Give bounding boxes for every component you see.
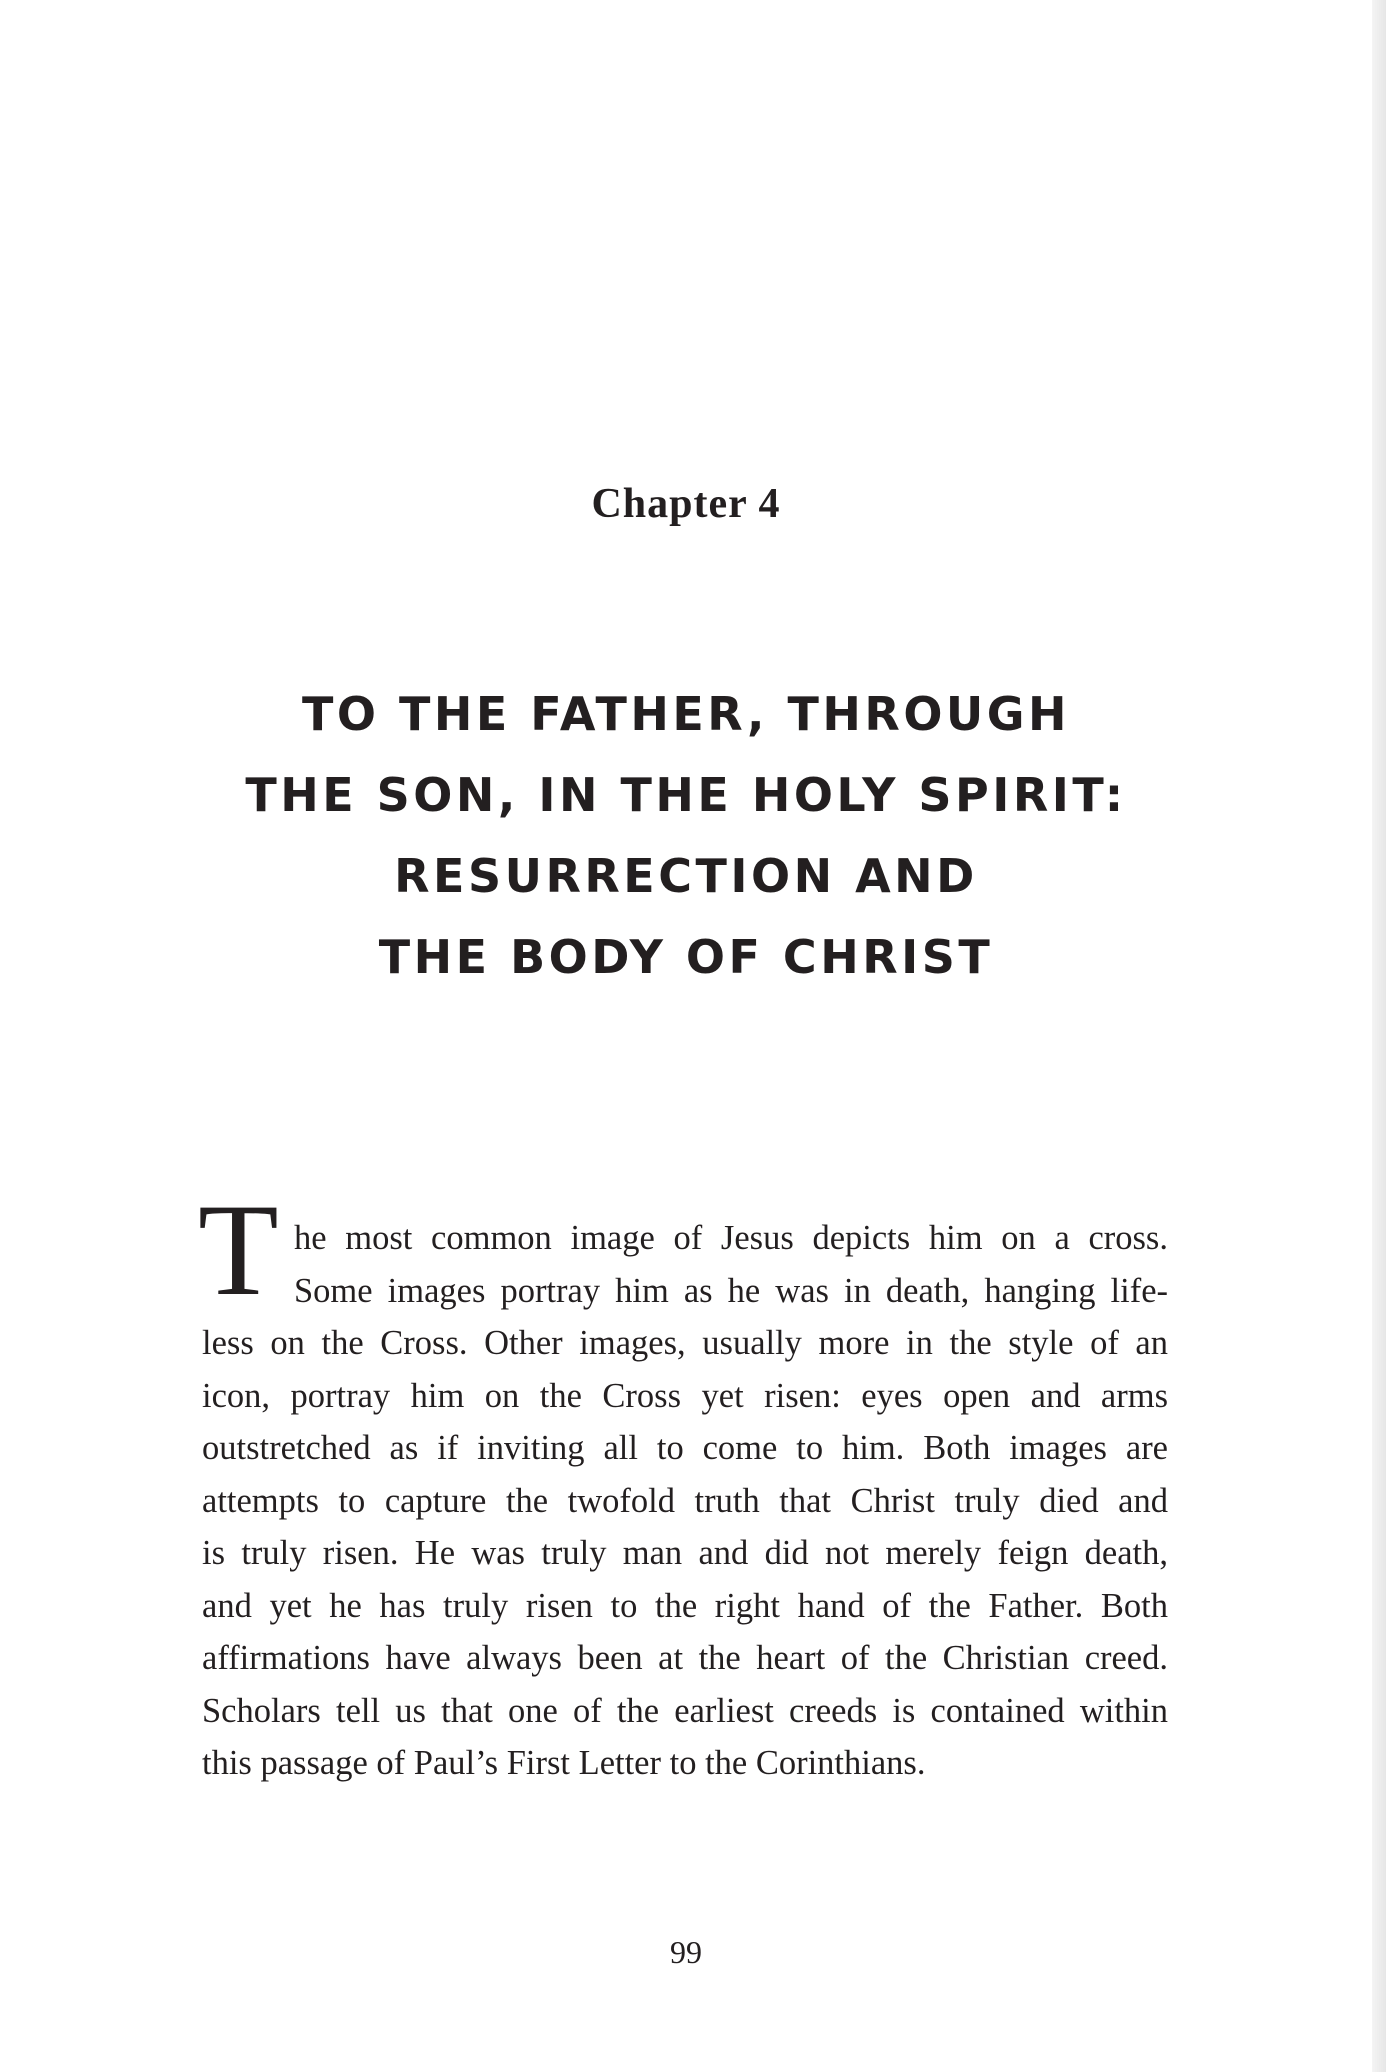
chapter-title [0,674,1372,998]
paragraph-line: icon, portray him on the Cross yet risen: eyes open and arms [202,1376,1168,1415]
paragraph-line: Some images portray him as he was in death, hanging life- [294,1271,1168,1310]
paragraph-line: is truly risen. He was truly man and did not merely feign death, [202,1534,1168,1572]
page-edge-shadow [1372,0,1386,2072]
body-paragraph [202,1212,1168,1790]
chapter-label: Chapter 4 [591,481,781,527]
chapter-title-line: RESURRECTION AND [394,849,978,903]
paragraph-line: Scholars tell us that one of the earliest creeds is contained within [202,1691,1168,1730]
page-number: 99 [670,1934,702,1970]
chapter-title-line: THE SON, IN THE HOLY SPIRIT: [245,768,1127,822]
chapter-title-line: THE BODY OF CHRIST [378,930,994,984]
paragraph-line: attempts to capture the twofold truth that Christ truly died and [202,1481,1168,1520]
paragraph-line: this passage of Paul’s First Letter to the Corinthians. [202,1744,926,1782]
paragraph-line: and yet he has truly risen to the right hand of the Father. Both [202,1586,1168,1625]
chapter-title-line: TO THE FATHER, THROUGH [301,687,1071,741]
drop-cap: T [198,1176,279,1323]
paragraph-line: less on the Cross. Other images, usually more in the style of an [202,1324,1168,1362]
paragraph-line: he most common image of Jesus depicts him on a cross. [294,1219,1168,1257]
paragraph-line: outstretched as if inviting all to come to him. Both images are [202,1429,1168,1467]
paragraph-line: affirmations have always been at the heart of the Christian creed. [202,1639,1168,1677]
